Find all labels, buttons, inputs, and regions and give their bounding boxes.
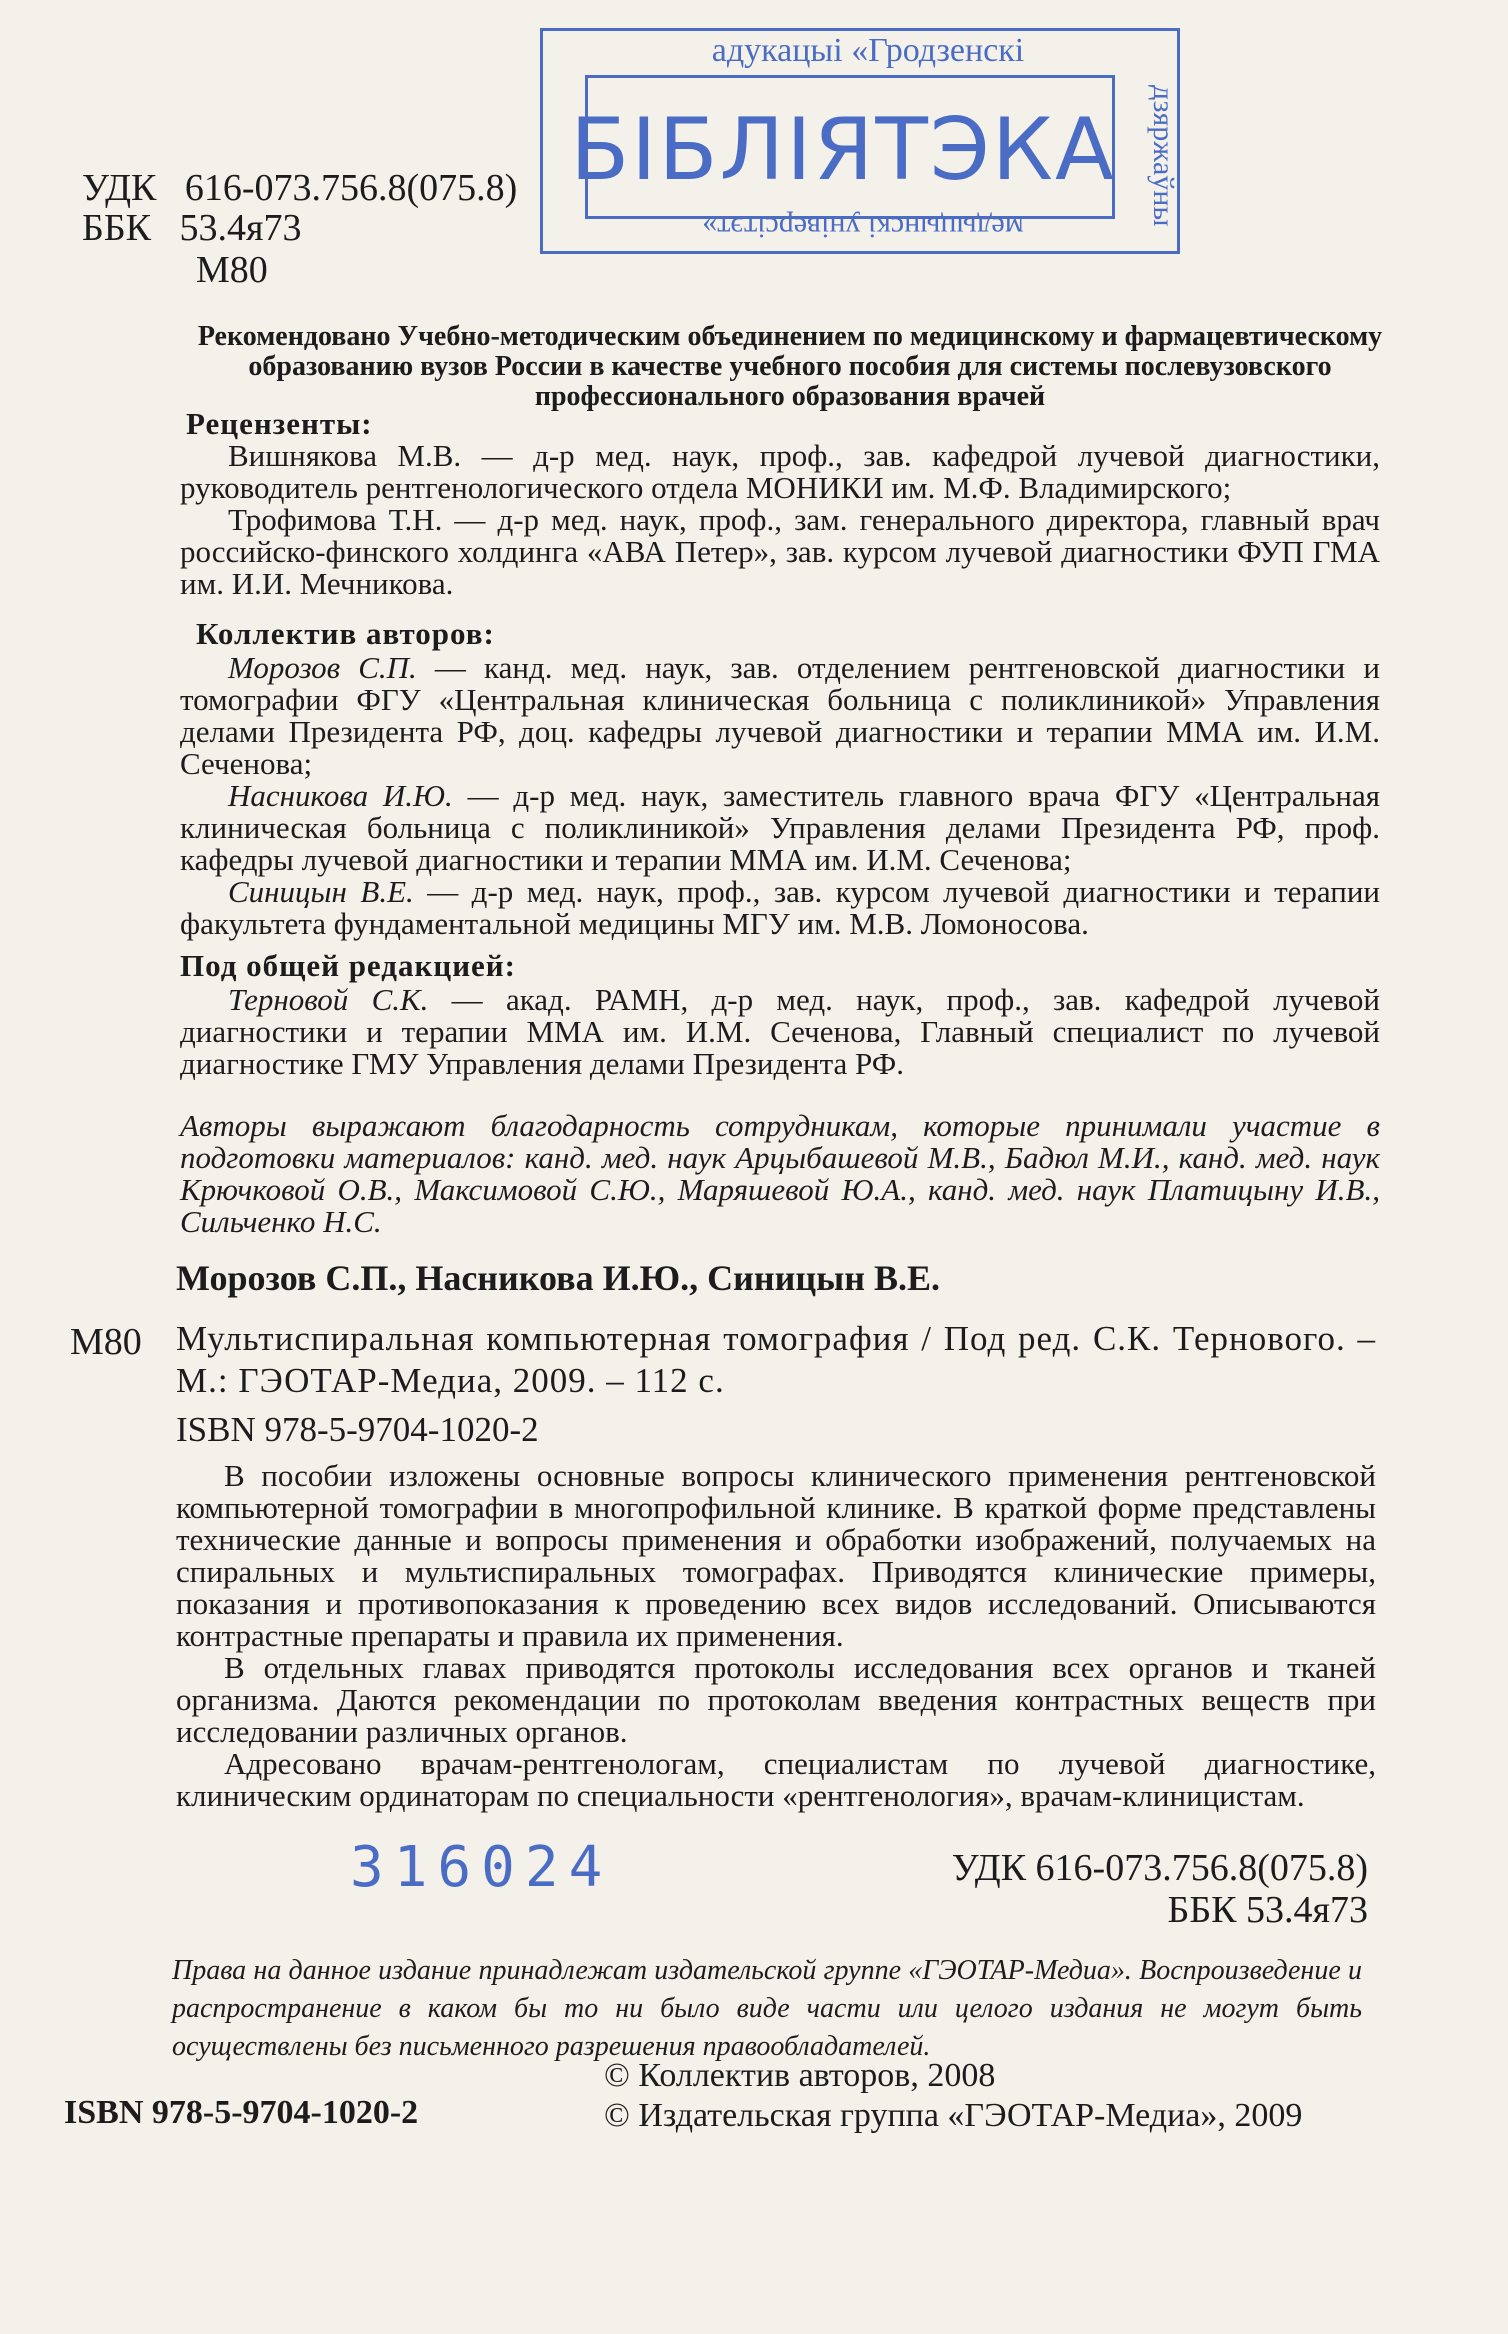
udk-bottom: УДК 616-073.756.8(075.8) bbox=[951, 1847, 1368, 1889]
bib-authors: Морозов С.П., Насникова И.Ю., Синицын В.Е. bbox=[176, 1258, 940, 1298]
bbk-code: ББК 53.4я73 bbox=[82, 207, 302, 249]
editor-name: Терновой С.К. bbox=[228, 982, 429, 1017]
recommendation-text: Рекомендовано Учебно-методическим объединением по медицинскому и фармацевтическому образованию вузов России в качестве учебного пособия для системы послевузовского профессионального образования врачей bbox=[197, 321, 1383, 412]
reviewers-list bbox=[180, 440, 1380, 600]
author-item bbox=[180, 876, 1380, 940]
authors-heading: Коллектив авторов: bbox=[196, 616, 495, 651]
author-description: — д-р мед. наук, заместитель главного врача ФГУ «Центральная клиническая больница с поликлиникой» Управления делами Президента РФ, проф. кафедры лучевой диагностики и терапии ММА им. И.М. Сеченова; bbox=[180, 778, 1381, 877]
author-name: Синицын В.Е. bbox=[228, 874, 414, 909]
bib-isbn: ISBN 978-5-9704-1020-2 bbox=[176, 1410, 539, 1449]
stamp-main-text: БІБЛІЯТЭКА bbox=[570, 100, 1116, 200]
copyright-line: © Коллектив авторов, 2008 bbox=[604, 2057, 996, 2094]
rights-notice: Права на данное издание принадлежат издательской группе «ГЭОТАР-Медиа». Воспроизведение и распространение в каком бы то ни было виде части или целого издания не могут быть осуществлены без письменного разрешения правообладателей. bbox=[172, 1955, 1362, 2062]
stamp-bottom-text: медыцынскі універсітэт» bbox=[702, 211, 1024, 244]
abstract-paragraph: В отдельных главах приводятся протоколы исследования всех органов и тканей организма. Даются рекомендации по протоколам введения контрастных веществ при исследовании различных органов. bbox=[176, 1650, 1376, 1749]
isbn-bottom: ISBN 978-5-9704-1020-2 bbox=[64, 2094, 419, 2131]
author-item bbox=[180, 652, 1380, 780]
bib-title: Мультиспиральная компьютерная томография / Под ред. С.К. Тернового. – М.: ГЭОТАР-Медиа, 2009. – 112 с. bbox=[176, 1319, 1376, 1400]
stamp-right-text: дзяржаўны bbox=[1147, 85, 1180, 227]
editor-block bbox=[180, 984, 1380, 1080]
author-name: Насникова И.Ю. bbox=[228, 778, 453, 813]
stamp-top-text: адукацыі «Гродзенскі bbox=[711, 32, 1025, 69]
abstract-paragraph: Адресовано врачам-рентгенологам, специалистам по лучевой диагностике, клиническим ординаторам по специальности «рентгенология», врачам-клиницистам. bbox=[176, 1746, 1376, 1813]
acknowledgement-text: Авторы выражают благодарность сотрудникам, которые принимали участие в подготовки материалов: канд. мед. наук Арцыбашевой М.В., Бадюл М.И., канд. мед. наук Крючковой О.В., Максимовой С.Ю., Маряшевой Ю.А., канд. мед. наук Платицыну И.В., Сильченко Н.С. bbox=[180, 1108, 1380, 1239]
authors-list bbox=[180, 652, 1380, 940]
author-mark: М80 bbox=[196, 249, 268, 291]
bbk-bottom: ББК 53.4я73 bbox=[1167, 1889, 1368, 1931]
editor-heading: Под общей редакцией: bbox=[180, 948, 516, 983]
reviewers-heading: Рецензенты: bbox=[186, 406, 373, 441]
abstract-paragraph: В пособии изложены основные вопросы клинического применения рентгеновской компьютерной томографии в многопрофильной клинике. В краткой форме представлены технические данные и вопросы применения и обработки изображений, получаемых на спиральных и мультиспиральных томографах. Приводятся клинические примеры, показания и противопоказания к проведению всех видов исследований. Описываются контрастные препараты и правила их применения. bbox=[176, 1458, 1376, 1653]
abstract-block bbox=[176, 1460, 1376, 1812]
copyright-line: © Издательская группа «ГЭОТАР-Медиа», 2009 bbox=[604, 2097, 1303, 2134]
udk-code: УДК 616-073.756.8(075.8) bbox=[82, 167, 518, 209]
reviewer-item: Вишнякова М.В. — д-р мед. наук, проф., зав. кафедрой лучевой диагностики, руководитель рентгенологического отдела МОНИКИ им. М.Ф. Владимирского; bbox=[180, 438, 1380, 505]
author-name: Морозов С.П. bbox=[228, 650, 417, 685]
author-description: — д-р мед. наук, проф., зав. курсом лучевой диагностики и терапии факультета фундаментальной медицины МГУ им. М.В. Ломоносова. bbox=[180, 874, 1380, 941]
bib-code: М80 bbox=[70, 1321, 142, 1363]
author-description: — канд. мед. наук, зав. отделением рентгеновской диагностики и томографии ФГУ «Центральная клиническая больница с поликлиникой» Управления делами Президента РФ, доц. кафедры лучевой диагностики и терапии ММА им. И.М. Сеченова; bbox=[180, 650, 1380, 781]
author-item bbox=[180, 780, 1380, 876]
copyright-block bbox=[604, 2056, 1384, 2136]
editor-description: — акад. РАМН, д-р мед. наук, проф., зав. кафедрой лучевой диагностики и терапии ММА им. И.М. Сеченова, Главный специалист по лучевой диагностике ГМУ Управления делами Президента РФ. bbox=[180, 982, 1380, 1081]
reviewer-item: Трофимова Т.Н. — д-р мед. наук, проф., зам. генерального директора, главный врач российско-финского холдинга «АВА Петер», зав. курсом лучевой диагностики ФУП ГМА им. И.И. Мечникова. bbox=[180, 502, 1380, 601]
inventory-number: 316024 bbox=[350, 1835, 613, 1900]
